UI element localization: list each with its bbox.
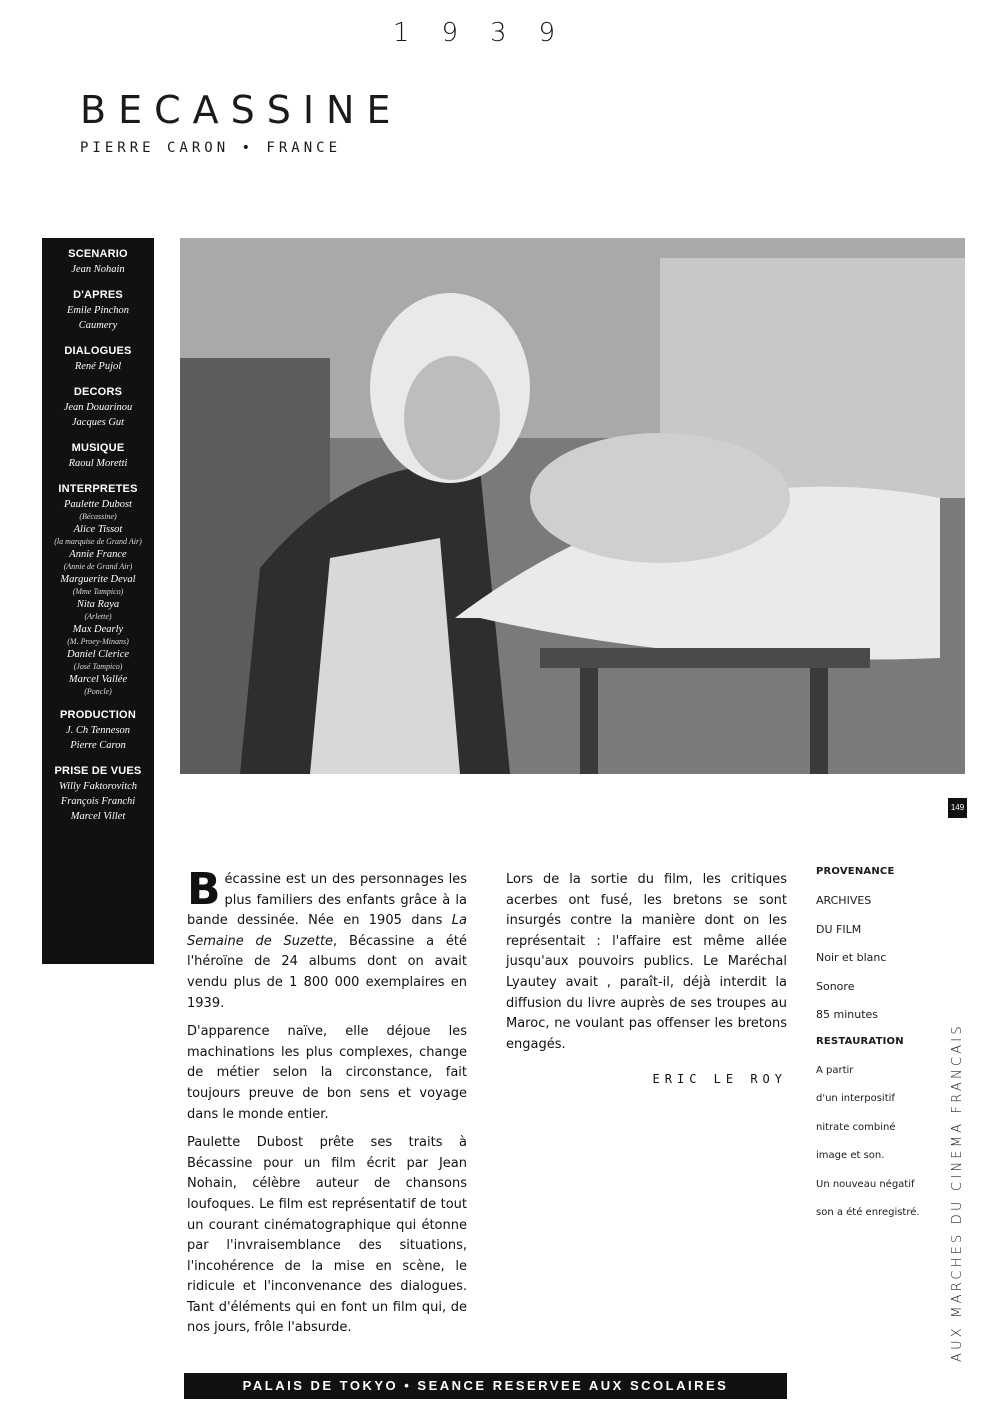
credit-block xyxy=(42,289,154,333)
credits-sidebar xyxy=(42,238,154,964)
info-line: Sonore xyxy=(816,979,855,993)
credit-name: Jean Nohain xyxy=(71,264,125,275)
info-line: Un nouveau négatif xyxy=(816,1178,915,1190)
credit-name: Paulette Dubost xyxy=(64,499,132,510)
credit-name: Pierre Caron xyxy=(70,740,126,751)
credit-heading: INTERPRETES xyxy=(58,483,138,495)
credit-name: Nita Raya xyxy=(76,599,120,610)
credit-name: Jacques Gut xyxy=(71,417,125,428)
film-still-illustration xyxy=(180,238,965,774)
article-column-2 xyxy=(506,870,787,1090)
credit-name: Willy Faktorovitch xyxy=(58,781,138,792)
credit-name: J. Ch Tenneson xyxy=(65,725,131,736)
drop-cap: B xyxy=(187,864,221,915)
credit-role: (M. Proey-Minans) xyxy=(67,637,129,646)
paragraph-1-text: écassine est un des personnages les plus familiers des enfants grâce à la bande dessinée. Née en 1905 dans xyxy=(187,872,467,929)
credit-name: Caumery xyxy=(78,320,118,331)
credit-name: Marcel Villet xyxy=(70,811,126,822)
credit-role: (Bécassine) xyxy=(79,512,117,521)
credit-name: François Franchi xyxy=(60,796,136,807)
info-line: DU FILM xyxy=(816,922,862,936)
credit-name: Marguerite Deval xyxy=(60,574,136,585)
paragraph-1 xyxy=(187,864,468,1014)
info-line: ARCHIVES xyxy=(816,894,872,907)
credit-name: Emile Pinchon xyxy=(66,305,130,316)
credit-name: Raoul Moretti xyxy=(68,458,128,469)
provenance-heading: PROVENANCE xyxy=(816,866,895,877)
credit-role: (la marquise de Grand Air) xyxy=(54,537,142,546)
credit-heading: PRODUCTION xyxy=(60,709,136,721)
credit-block xyxy=(42,709,154,753)
year-heading: 1939 xyxy=(392,18,588,48)
credit-heading: DECORS xyxy=(73,386,123,398)
info-line: d'un interpositif xyxy=(816,1093,895,1104)
info-line: image et son. xyxy=(816,1150,885,1161)
paragraph-4: Lors de la sortie du film, les critiques acerbes ont fusé, les bretons se sont insurgés contre la manière dont on les représentait : l'affaire est même allée jusqu'aux pouvoirs publics. Le Maréchal Lyautey avait , paraît-il, déjà interdit la diffusion du livre auprès de ses troupes au Maroc, ne voulant pas offenser les bretons engagés. xyxy=(506,872,787,1052)
credit-block xyxy=(42,442,154,471)
credit-block xyxy=(42,386,154,430)
film-title: BECASSINE xyxy=(80,88,403,132)
credit-name: Marcel Vallée xyxy=(68,674,128,685)
credit-heading: MUSIQUE xyxy=(71,442,125,454)
info-line: son a été enregistré. xyxy=(816,1207,920,1218)
restauration-list xyxy=(816,1057,936,1228)
credit-name: Alice Tissot xyxy=(73,524,123,535)
credit-block xyxy=(42,765,154,824)
credit-name: Max Dearly xyxy=(72,624,124,635)
footer-banner: PALAIS DE TOKYO • SEANCE RESERVEE AUX SCOLAIRES xyxy=(184,1373,787,1399)
credit-role: (Annie de Grand Air) xyxy=(63,562,133,571)
series-vertical-label: AUX MARCHES DU CINEMA FRANCAIS xyxy=(950,1023,965,1362)
credit-name: Annie France xyxy=(69,549,127,560)
credit-heading: SCENARIO xyxy=(68,248,128,260)
info-line: A partir xyxy=(816,1064,854,1076)
credit-name: Jean Douarinou xyxy=(63,402,133,413)
credit-block xyxy=(42,483,154,697)
credit-block xyxy=(42,248,154,277)
film-subtitle: PIERRE CARON • FRANCE xyxy=(80,140,342,156)
info-line: nitrate combiné xyxy=(816,1121,896,1133)
credit-heading: D'APRES xyxy=(73,289,123,301)
paragraph-1-end: , Bécassine a été l'héroïne de 24 albums dont on avait vendu plus de 1 800 000 exemplaires en 1939. xyxy=(187,933,468,1011)
credit-role: (José Tampico) xyxy=(73,662,123,671)
credit-heading: PRISE DE VUES xyxy=(54,765,142,777)
film-still-photo xyxy=(180,238,965,774)
paragraph-1-title: La Semaine de Suzette xyxy=(187,913,467,949)
info-column xyxy=(816,866,936,1228)
paragraph-3: Paulette Dubost prête ses traits à Bécassine pour un film écrit par Jean Nohain, célèbre auteur de chansons loufoques. Le film est représentatif de tout un courant cinématographique qui étonne par l'invraisemblance des situations, l'incohérence de la mise en scène, le ridicule et l'inconvenance des dialogues. Tant d'éléments qui en font un film qui, de nos jours, frôle l'absurde. xyxy=(187,1135,467,1336)
paragraph-2: D'apparence naïve, elle déjoue les machinations les plus complexes, change de métier selon la circonstance, fait toujours preuve de bon sens et voyage dans le monde entier. xyxy=(187,1024,467,1122)
credit-name: Daniel Clerice xyxy=(66,649,130,660)
credit-role: (Poncle) xyxy=(84,687,112,696)
credit-name: René Pujol xyxy=(74,361,122,372)
article-column-1 xyxy=(187,864,468,1347)
provenance-list xyxy=(816,887,936,1030)
credit-block xyxy=(42,345,154,374)
page-number: 149 xyxy=(948,798,967,818)
credit-heading: DIALOGUES xyxy=(64,345,132,357)
article-author: ERIC LE ROY xyxy=(652,1072,787,1087)
credit-role: (Arlette) xyxy=(84,612,112,621)
info-line: 85 minutes xyxy=(816,1008,879,1021)
credit-role: (Mme Tampico) xyxy=(72,587,124,596)
info-line: Noir et blanc xyxy=(816,951,887,964)
restauration-heading: RESTAURATION xyxy=(816,1035,904,1047)
